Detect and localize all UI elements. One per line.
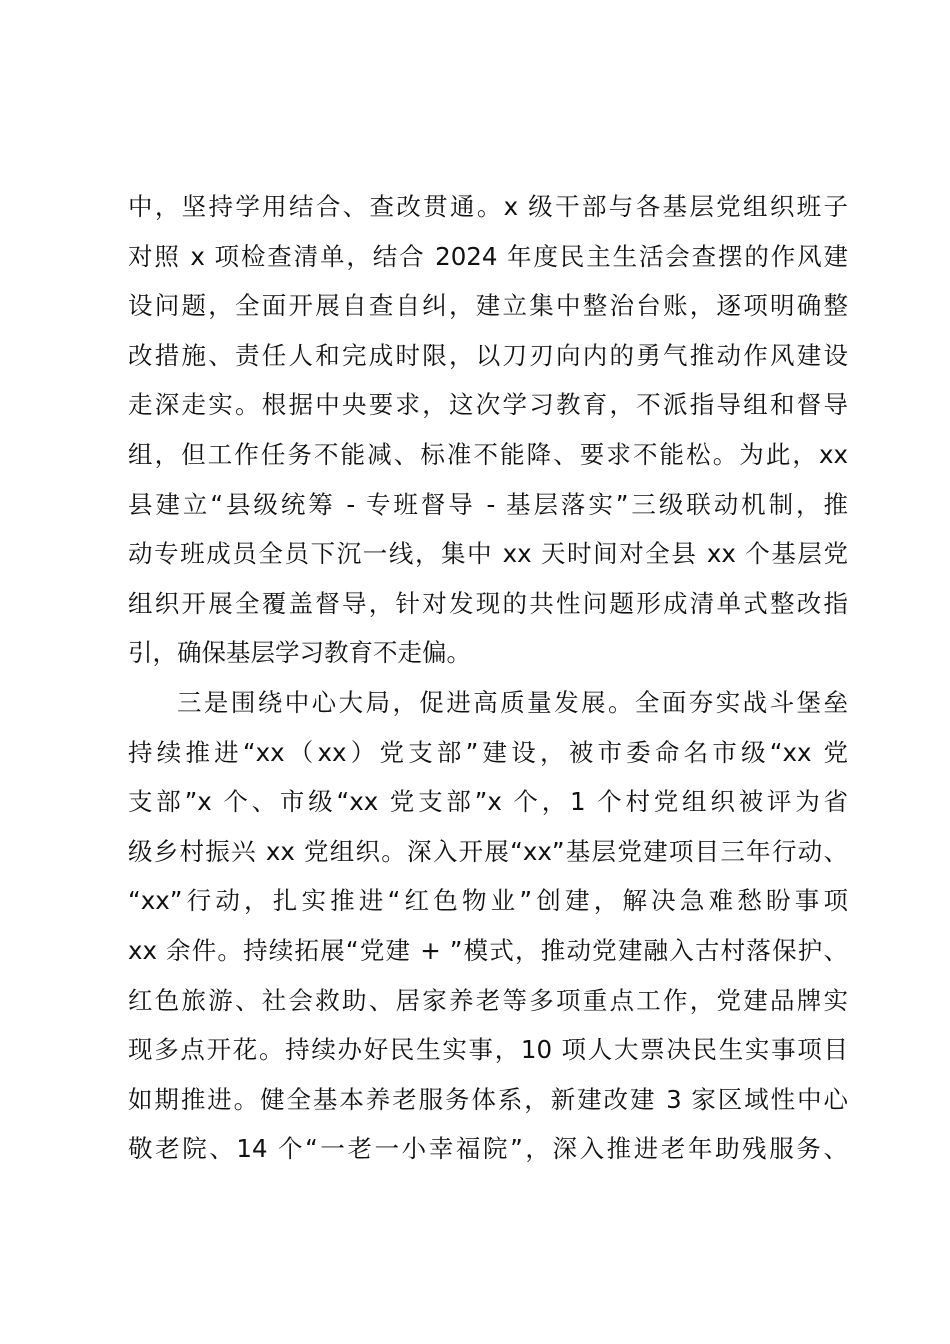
text-line: 县建立“县级统筹 - 专班督导 - 基层落实”三级联动机制，推	[128, 489, 848, 519]
text-line: 如期推进。健全基本养老服务体系，新建改建 3 家区域性中心	[128, 1084, 848, 1114]
text-line: 改措施、责任人和完成时限，以刀刃向内的勇气推动作风建设	[128, 340, 848, 370]
paragraph-start-line: 三是围绕中心大局，促进高质量发展。全面夯实战斗堡垒	[177, 687, 848, 717]
text-line: 持续推进“xx（xx）党支部”建设，被市委命名市级“xx 党	[128, 737, 848, 767]
body-text	[128, 186, 848, 1178]
text-line: 组，但工作任务不能减、标准不能降、要求不能松。为此，xx	[128, 439, 848, 469]
text-line: xx 余件。持续拓展“党建 + ”模式，推动党建融入古村落保护、	[128, 935, 848, 965]
text-line: 引，确保基层学习教育不走偏。	[128, 638, 471, 668]
text-line: 敬老院、14 个“一老一小幸福院”，深入推进老年助残服务、	[128, 1134, 848, 1164]
text-line: 红色旅游、社会救助、居家养老等多项重点工作，党建品牌实	[128, 985, 848, 1015]
text-line: 对照 x 项检查清单，结合 2024 年度民主生活会查摆的作风建	[128, 241, 848, 271]
text-line: 动专班成员全员下沉一线，集中 xx 天时间对全县 xx 个基层党	[128, 539, 848, 569]
text-line: 组织开展全覆盖督导，针对发现的共性问题形成清单式整改指	[128, 588, 848, 618]
text-line: “xx”行动，扎实推进“红色物业”创建，解决急难愁盼事项	[128, 886, 848, 916]
text-line: 中，坚持学用结合、查改贯通。x 级干部与各基层党组织班子	[128, 192, 848, 221]
text-line: 走深走实。根据中央要求，这次学习教育，不派指导组和督导	[128, 390, 848, 420]
text-line: 设问题，全面开展自查自纠，建立集中整治台账，逐项明确整	[128, 291, 848, 321]
text-line: 现多点开花。持续办好民生实事，10 项人大票决民生实事项目	[128, 1035, 848, 1065]
text-line: 级乡村振兴 xx 党组织。深入开展“xx”基层党建项目三年行动、	[128, 836, 848, 866]
text-line: 支部”x 个、市级“xx 党支部”x 个，1 个村党组织被评为省	[128, 787, 848, 817]
